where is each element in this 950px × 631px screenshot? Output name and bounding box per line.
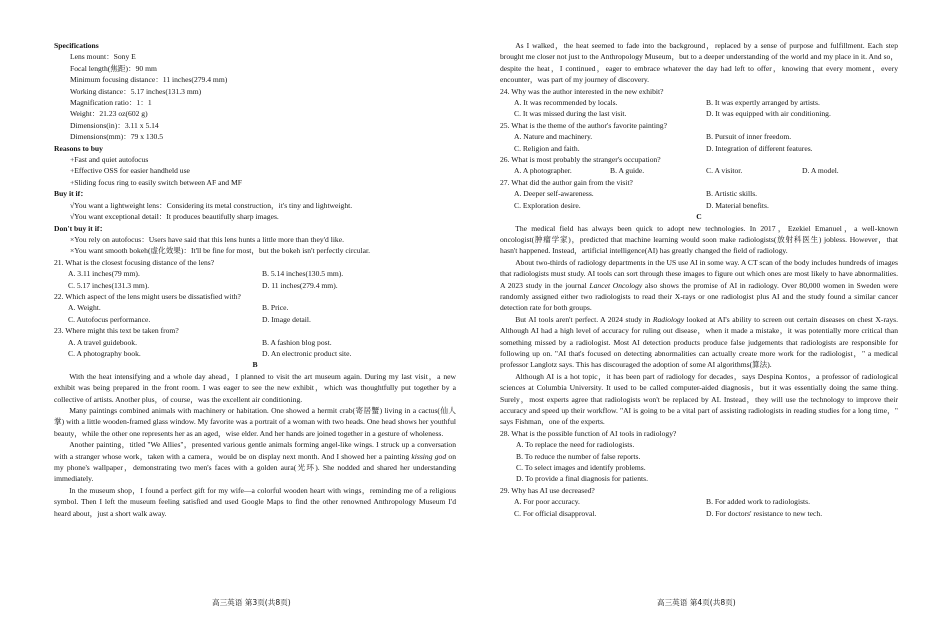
passage-c-paragraph: The medical field has always been quick to adopt new technologies. In 2017，Ezekiel Emanuel，a well-known oncologist(肿瘤学家)，predicted that machine learning would soon make radiologists(放射科医生) jobless. However，that hasn't happened. Instead，artificial intelligence(AI) has greatly changed the field of radiology. [500,223,898,256]
journal-title: Lancet Oncology [589,280,643,290]
option: D. For doctors' resistance to new tech. [706,508,823,518]
spec-item: Dimensions(mm)：79 x 130.5 [70,132,164,142]
option: A. Weight. [68,303,101,313]
option: B. A fashion blog post. [262,337,332,347]
question-24-options [500,97,898,120]
passage-b-paragraph: As I walked，the heat seemed to fade into the background，replaced by a sense of purpose and fulfillment. Each step brought me closer not just to the Anthropology Museum，but to a deeper understanding of the world and my place in it. And so，despite the heat，I continued，eager to embrace whatever the day had left to offer，knowing that every moment，every encounter，was part of my journey of discovery. [500,41,898,85]
passage-b-paragraph: With the heat intensifying and a whole day ahead，I planned to visit the art museum again. During my last visit，a new exhibit was being prepared in the front room. I was eager to see the new exhibit，which was thoughtfully put together by a collective of artists. Another plus，of course，was the excellent air conditioning. [54,371,456,404]
buy-item: √You want a lightweight lens：Considering its metal construction，it's tiny and lightweight. [70,200,353,210]
left-page [54,40,456,519]
option: C. Religion and faith. [514,143,580,153]
buy-item: √You want exceptional detail：It produces beautifully sharp images. [70,212,279,222]
question-26-options [500,165,898,176]
question-22-options [54,302,456,325]
question-29-options [500,496,898,519]
text-run: About two-thirds of radiology departments in the US use AI in some way. A CT scan of the body includes hundreds of images that radiologists must study. AI tools can sort through these images to figure out which ones are most likely to have abnormalities. A 2023 study in the journal [500,257,898,290]
question-27-options [500,188,898,211]
question-23-options [54,337,456,360]
option: A. It was recommended by locals. [514,98,618,108]
option: B. Price. [262,303,289,313]
option: B. Artistic skills. [706,189,758,199]
question-25-options [500,131,898,154]
option: B. 5.14 inches(130.5 mm). [262,269,344,279]
option: A. Deeper self-awareness. [514,189,594,199]
option: B. Pursuit of inner freedom. [706,132,792,142]
option: D. Image detail. [262,314,311,324]
option: C. For official disapproval. [514,508,597,518]
question-21: 21. What is the closest focusing distance of the lens? [54,257,215,267]
reason-item: +Effective OSS for easier handheld use [70,166,190,176]
question-24: 24. Why was the author interested in the new exhibit? [500,86,664,96]
option: A. A photographer. [514,166,572,176]
option: A. For poor accuracy. [514,497,580,507]
option: A. Nature and machinery. [514,132,593,142]
journal-title: Radiology [652,314,685,324]
option: A. 3.11 inches(79 mm). [68,269,140,279]
passage-c-paragraph [500,314,898,371]
option: D. Integration of different features. [706,143,813,153]
option: D. A model. [802,166,839,176]
option: C. A visitor. [706,166,743,176]
option: C. 5.17 inches(131.3 mm). [68,280,150,290]
reasons-heading: Reasons to buy [54,143,103,153]
passage-c-paragraph: Although AI is a hot topic，it has been part of radiology for decades，says Despina Kontos，a professor of radiological sciences at Columbia University. It used to be called computer-aided diagnosis，but it was essentially doing the same thing. Surely，most experts agree that radiologists won't be replaced by AI. Instead，they will use the technology to improve their accuracy and speed up their workflow. "AI is going to be a vital part of assisting radiologists in reading studies for a long time，" says Fishman，one of the experts. [500,371,898,427]
spec-item: Magnification ratio：1：1 [70,98,152,108]
passage-b-paragraph: Many paintings combined animals with machinery or habitation. One showed a hermit crab(寄居蟹) living in a cactus(仙人掌) with a little wooden-framed glass window. My favorite was a portrait of a woman with two heads. One head shows her youthful beauty，while the other one represents her as an aged，wise elder. And her hands are joined together in a gesture of wholeness. [54,406,456,438]
question-27: 27. What did the author gain from the visit? [500,177,633,187]
option: D. An electronic product site. [262,348,352,358]
dont-item: ×You rely on autofocus：Users have said that this lens hunts a little more than they'd like. [70,234,344,244]
spec-item: Dimensions(in)：3.11 x 5.14 [70,120,159,130]
reason-item: +Sliding focus ring to easily switch between AF and MF [70,177,242,187]
option: C. To select images and identify problems. [516,463,646,473]
painting-title: kissing god [411,451,447,461]
dont-heading: Don't buy it if： [54,223,107,233]
buy-heading: Buy it if： [54,189,88,199]
spec-item: Weight：21.23 oz(602 g) [70,109,148,119]
text-run: Another painting，titled "We Allies"，presented various gentle animals forming angel-like wings. I struck up a conversation with a stranger whose work，taken with a camera，would be on display next month. And I showed her a painting [54,440,456,461]
option: B. A guide. [610,166,645,176]
option: D. 11 inches(279.4 mm). [262,280,338,290]
text-run: But AI tools aren't perfect. A 2024 study in [515,314,653,324]
question-22: 22. Which aspect of the lens might users be dissatisfied with? [54,291,241,301]
spec-item: Lens mount：Sony E [70,52,136,62]
option: B. It was expertly arranged by artists. [706,98,820,108]
question-23: 23. Where might this text be taken from? [54,326,179,336]
option: A. To replace the need for radiologists. [516,440,635,450]
page-footer-right: 高三英语 第4页(共8页) [657,598,736,607]
question-29: 29. Why has AI use decreased? [500,485,595,495]
specs-heading: Specifications [54,41,99,50]
question-25: 25. What is the theme of the author's favorite painting? [500,120,667,130]
spec-item: Focal length(焦距)：90 mm [70,63,157,73]
page-footer-left: 高三英语 第3页(共8页) [212,598,291,607]
reason-item: +Fast and quiet autofocus [70,155,149,165]
question-28: 28. What is the possible function of AI tools in radiology? [500,428,677,438]
question-26: 26. What is most probably the stranger's occupation? [500,155,661,165]
section-b-heading: B [252,360,258,370]
section-c-heading: C [696,212,702,222]
option: B. To reduce the number of false reports. [516,451,641,461]
text-run: also shows the promise of AI in radiology. Over 80,000 women in Sweden were randomly assigned either two radiologists to read their X-rays or one radiologist plus AI and the study found a similar cancer detection rate for both groups. [500,280,898,313]
option: D. Material benefits. [706,200,769,210]
spec-item: Working distance：5.17 inches(131.3 mm) [70,86,202,96]
option: C. Exploration desire. [514,200,581,210]
question-21-options [54,268,456,291]
option: D. To provide a final diagnosis for patients. [516,474,648,484]
passage-b-paragraph: In the museum shop，I found a perfect gift for my wife—a colorful wooden heart with wings，reminding me of a religious symbol. Then I left the museum feeling satisfied and used Google Maps to find the other renowned Anthropology Museum I'd heard about，just a short walk away. [54,485,456,518]
option: C. It was missed during the last visit. [514,109,627,119]
text-run: on my phone's wallpaper，demonstrating two men's faces with a golden aura(光环). She nodded and shared her understanding immediately. [54,451,457,484]
dont-item: ×You want smooth bokeh(虚化效果)：It'll be fine for most，but the bokeh isn't perfectly circular. [70,246,371,256]
option: A. A travel guidebook. [68,337,137,347]
option: D. It was equipped with air conditioning. [706,109,831,119]
text-run: looked at AI's ability to screen out certain diseases on chest X-rays. Although AI had a high level of accuracy for ruling out disease，when it made a mistake，it was potentially more critical than something missed by a radiologist. Most AI detection products produce false judgements that radiologists are responsible for following up on. "AI that's focused on detecting abnormalities can actually create more work for the radiologist，" a medical professor Langlotz says. This has discouraged the adoption of some AI algorithms(算法). [500,314,898,370]
passage-c-paragraph [500,257,898,314]
option: C. Autofocus performance. [68,314,151,324]
right-page [500,40,898,519]
spec-item: Minimum focusing distance：11 inches(279.4 mm) [70,75,228,85]
passage-b-paragraph [54,439,456,485]
option: C. A photography book. [68,348,141,358]
option: B. For added work to radiologists. [706,497,810,507]
